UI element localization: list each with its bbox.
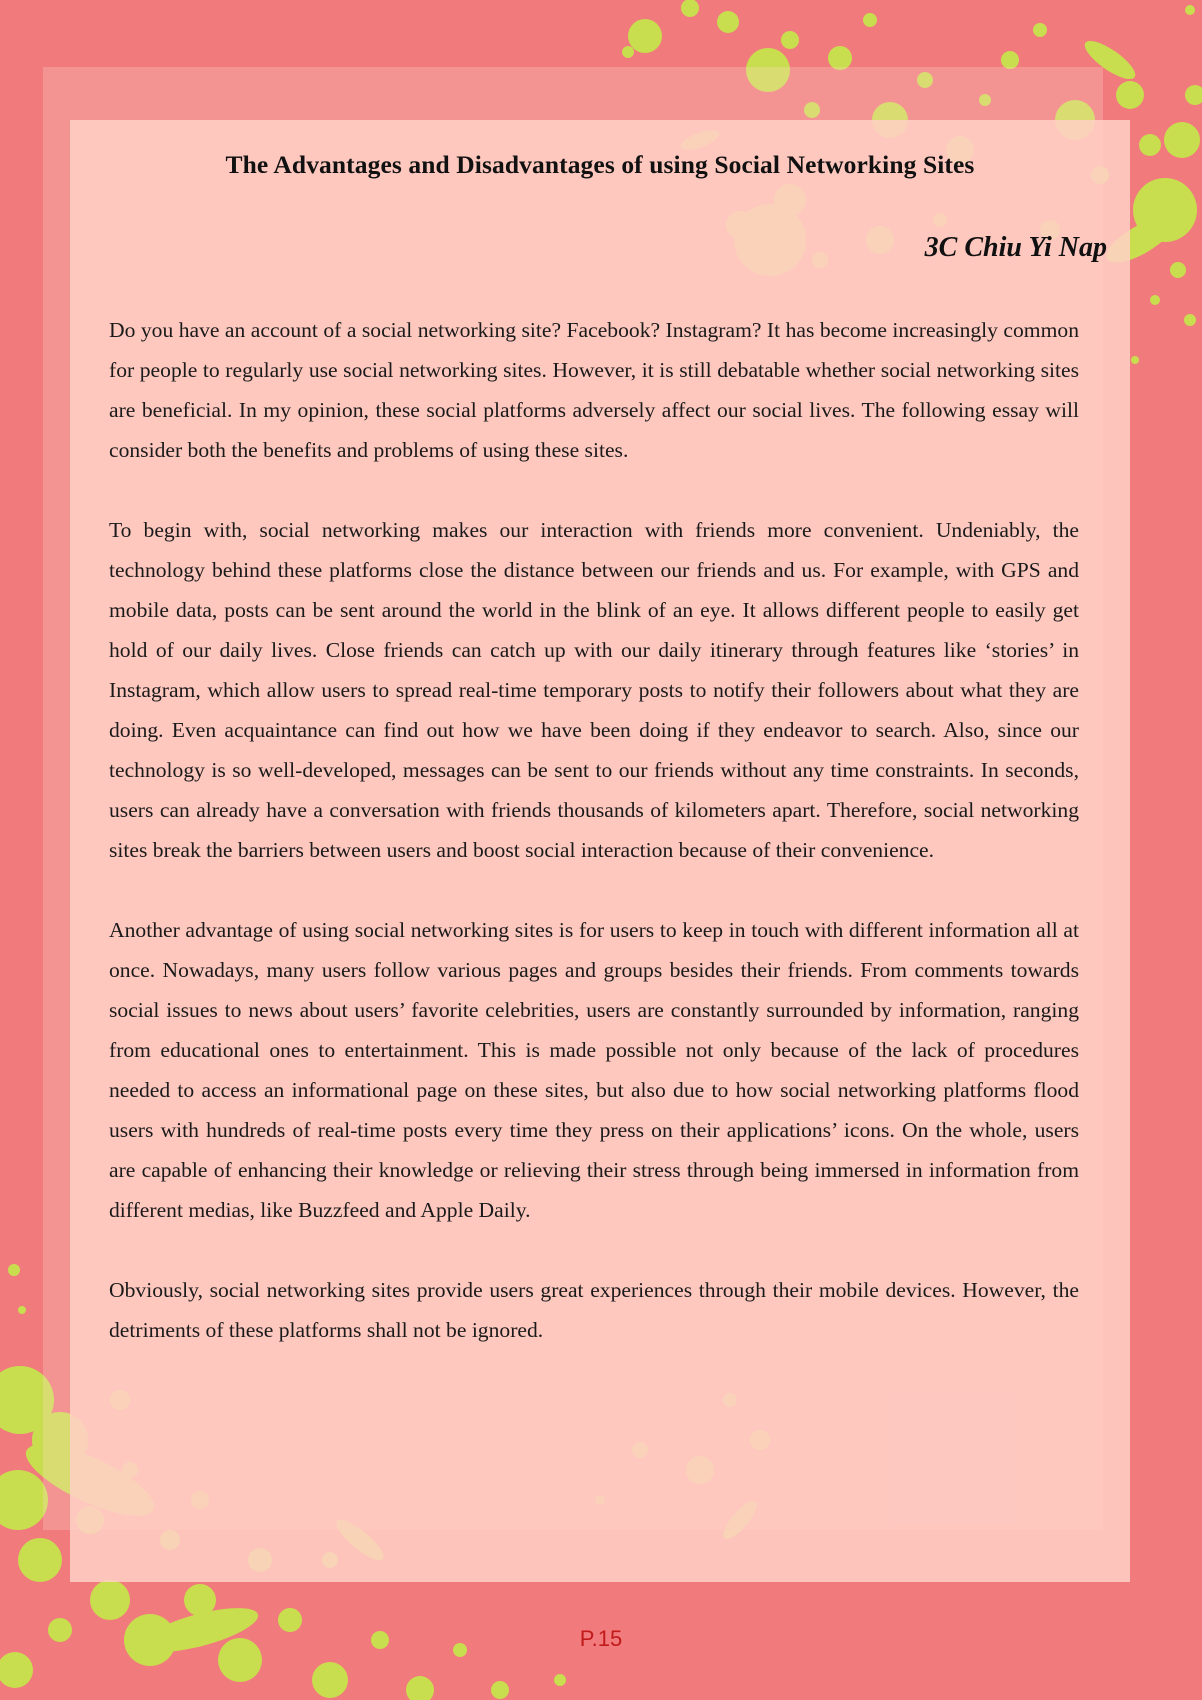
essay-body: [109, 310, 1079, 1390]
essay-paragraph-introduction: Do you have an account of a social networking site? Facebook? Instagram? It has become increasingly common for people to regularly use social networking sites. However, it is still debatable whether social networking sites are beneficial. In my opinion, these social platforms adversely affect our social lives. The following essay will consider both the benefits and problems of using these sites.: [109, 318, 1079, 462]
essay-author: 3C Chiu Yi Nap: [924, 232, 1107, 263]
essay-paragraph-information: Another advantage of using social networking sites is for users to keep in touch with different information all at once. Nowadays, many users follow various pages and groups besides their friends. From comments towards social issues to news about users’ favorite celebrities, users are constantly surrounded by information, ranging from educational ones to entertainment. This is made possible not only because of the lack of procedures needed to access an informational page on these sites, but also due to how social networking platforms flood users with hundreds of real-time posts every time they press on their applications’ icons. On the whole, users are capable of enhancing their knowledge or relieving their stress through being immersed in information from different medias, like Buzzfeed and Apple Daily.: [109, 918, 1079, 1222]
essay-title: The Advantages and Disadvantages of using Social Networking Sites: [225, 150, 975, 179]
page-number: P.15: [579, 1626, 623, 1651]
essay-paragraph-convenience: To begin with, social networking makes our interaction with friends more convenient. Undeniably, the technology behind these platforms close the distance between our friends and us. For example, with GPS and mobile data, posts can be sent around the world in the blink of an eye. It allows different people to easily get hold of our daily lives. Close friends can catch up with our daily itinerary through features like ‘stories’ in Instagram, which allow users to spread real-time temporary posts to notify their followers about what they are doing. Even acquaintance can find out how we have been doing if they endeavor to search. Also, since our technology is so well-developed, messages can be sent to our friends without any time constraints. In seconds, users can already have a conversation with friends thousands of kilometers apart. Therefore, social networking sites break the barriers between users and boost social interaction because of their convenience.: [109, 518, 1079, 862]
essay-panel: [70, 120, 1130, 1582]
essay-paragraph-transition: Obviously, social networking sites provide users great experiences through their mobile devices. However, the detriments of these platforms shall not be ignored.: [109, 1278, 1079, 1342]
